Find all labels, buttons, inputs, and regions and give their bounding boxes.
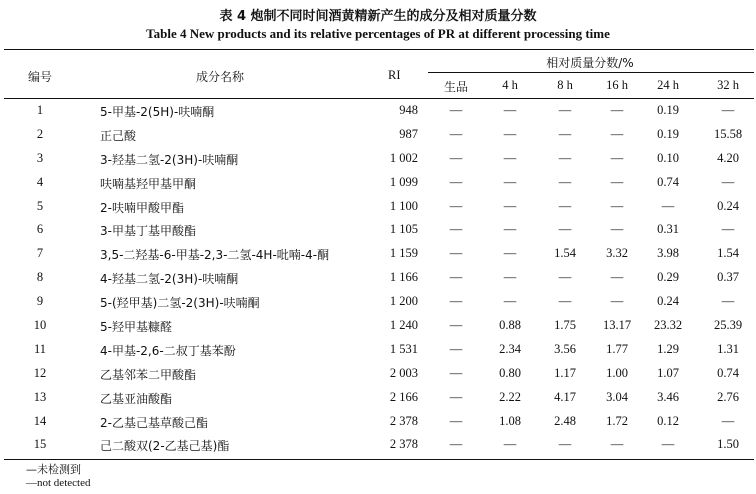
cell-value: 25.39 — [713, 318, 743, 333]
table-row — [0, 291, 756, 315]
cell-value: — — [558, 222, 572, 237]
cell-value: — — [610, 437, 624, 452]
cell-value: 0.12 — [657, 413, 679, 428]
cell-value: — — [503, 294, 517, 309]
cell-value: 0.37 — [717, 270, 739, 285]
cell-value: — — [449, 222, 463, 237]
cell-value: 15.58 — [713, 126, 743, 141]
cell-no: 8 — [36, 270, 44, 285]
cell-value: 2.34 — [499, 341, 521, 356]
cell-value: — — [558, 294, 572, 309]
cell-compound-name: 乙基亚油酸酯 — [100, 391, 173, 406]
cell-value: — — [558, 174, 572, 189]
cell-no: 14 — [33, 413, 47, 428]
note-cn: —未检测到 — [26, 463, 81, 476]
cell-value: — — [449, 365, 463, 380]
header-group: 相对质量分数/% — [546, 56, 634, 70]
cell-value: — — [449, 198, 463, 213]
cell-ri: 1 240 — [389, 318, 418, 333]
cell-value: 1.17 — [554, 365, 576, 380]
cell-compound-name: 5-(羟甲基)二氢-2(3H)-呋喃酮 — [100, 296, 260, 311]
cell-value: 1.54 — [717, 246, 739, 261]
cell-value: 3.46 — [657, 389, 679, 404]
cell-value: — — [449, 389, 463, 404]
table-row — [0, 315, 756, 339]
cell-ri: 1 531 — [389, 341, 418, 356]
cell-compound-name: 5-甲基-2(5H)-呋喃酮 — [100, 105, 215, 119]
cell-value: 2.22 — [499, 389, 521, 404]
cell-ri: 948 — [399, 103, 418, 117]
cell-ri: 2 378 — [389, 413, 418, 428]
cell-no: 5 — [36, 198, 44, 213]
cell-value: — — [610, 174, 624, 189]
cell-value: — — [610, 103, 624, 117]
cell-value: — — [610, 294, 624, 309]
cell-value: — — [610, 270, 624, 285]
header-time: 4 h — [502, 78, 518, 92]
cell-value: 0.88 — [499, 318, 521, 333]
table-title-cn: 表 4 炮制不同时间酒黄精新产生的成分及相对质量分数 — [219, 9, 537, 24]
cell-value: — — [558, 270, 572, 285]
header-no: 编号 — [27, 70, 52, 84]
cell-ri: 2 378 — [389, 437, 418, 452]
cell-value: 0.29 — [657, 270, 679, 285]
cell-value: 0.80 — [499, 365, 521, 380]
cell-ri: 1 159 — [389, 246, 418, 261]
cell-value: 4.20 — [717, 150, 739, 165]
cell-value: 3.04 — [606, 389, 628, 404]
cell-compound-name: 4-甲基-2,6-二叔丁基苯酚 — [100, 343, 236, 358]
cell-value: 1.07 — [657, 365, 679, 380]
cell-value: 3.56 — [554, 341, 576, 356]
table-row — [0, 148, 756, 172]
cell-no: 11 — [33, 341, 47, 356]
cell-value: — — [449, 270, 463, 285]
table-row — [0, 243, 756, 267]
cell-value: — — [503, 198, 517, 213]
table-row — [0, 434, 756, 458]
cell-value: — — [449, 341, 463, 356]
cell-ri: 1 200 — [389, 294, 418, 309]
cell-value: — — [449, 294, 463, 309]
cell-value: — — [721, 222, 735, 237]
cell-value: — — [449, 413, 463, 428]
table-row — [0, 267, 756, 291]
cell-value: 1.50 — [717, 437, 739, 452]
cell-value: — — [558, 150, 572, 165]
table-row — [0, 387, 756, 411]
cell-value: 4.17 — [554, 389, 576, 404]
cell-value: — — [503, 222, 517, 237]
top-rule — [4, 49, 754, 50]
cell-value: — — [610, 222, 624, 237]
cell-value: 2.76 — [717, 389, 739, 404]
cell-ri: 1 166 — [389, 270, 418, 285]
table-row — [0, 124, 756, 148]
cell-no: 3 — [36, 150, 44, 165]
cell-ri: 1 105 — [389, 222, 418, 237]
cell-value: — — [721, 294, 735, 309]
cell-value: — — [558, 103, 572, 117]
cell-value: — — [503, 246, 517, 261]
cell-no: 6 — [36, 222, 44, 237]
header-rule — [4, 98, 754, 99]
cell-value: 0.19 — [657, 126, 679, 141]
cell-value: — — [449, 246, 463, 261]
cell-value: — — [503, 437, 517, 452]
cell-value: 1.08 — [499, 413, 521, 428]
cell-compound-name: 正己酸 — [100, 128, 137, 143]
header-time: 生品 — [443, 80, 468, 94]
cell-ri: 2 003 — [389, 365, 418, 380]
cell-value: — — [503, 126, 517, 141]
cell-value: — — [449, 318, 463, 333]
cell-value: — — [449, 174, 463, 189]
note-en: —not detected — [26, 477, 91, 489]
table-row — [0, 339, 756, 363]
cell-value: — — [558, 126, 572, 141]
bottom-rule — [4, 459, 754, 460]
cell-value: — — [503, 103, 517, 117]
cell-value: 0.74 — [717, 365, 739, 380]
cell-ri: 1 099 — [389, 174, 418, 189]
cell-value: — — [661, 198, 675, 213]
cell-ri: 1 002 — [389, 150, 418, 165]
cell-compound-name: 己二酸双(2-乙基己基)酯 — [100, 439, 230, 454]
cell-no: 9 — [36, 294, 44, 309]
cell-value: — — [449, 103, 463, 117]
cell-value: — — [610, 126, 624, 141]
cell-value: 0.31 — [657, 222, 679, 237]
header-time: 24 h — [657, 78, 679, 92]
cell-no: 1 — [36, 103, 44, 117]
cell-value: — — [558, 198, 572, 213]
cell-value: 1.00 — [606, 365, 628, 380]
cell-no: 13 — [33, 389, 47, 404]
cell-compound-name: 3,5-二羟基-6-甲基-2,3-二氢-4H-吡喃-4-酮 — [100, 248, 330, 263]
cell-no: 12 — [33, 365, 47, 380]
cell-value: 0.24 — [717, 198, 739, 213]
cell-value: — — [610, 198, 624, 213]
cell-no: 10 — [33, 318, 47, 333]
header-time: 32 h — [717, 78, 739, 92]
cell-value: — — [449, 437, 463, 452]
cell-value: 3.98 — [657, 246, 679, 261]
cell-no: 15 — [33, 437, 47, 452]
table-title-en: Table 4 New products and its relative percentages of PR at different processing time — [146, 26, 610, 41]
cell-value: — — [721, 103, 735, 117]
header-name: 成分名称 — [195, 70, 244, 84]
cell-value: — — [721, 174, 735, 189]
cell-ri: 987 — [399, 126, 418, 141]
table-row — [0, 411, 756, 435]
cell-no: 7 — [36, 246, 44, 261]
cell-compound-name: 2-呋喃甲酸甲酯 — [100, 200, 184, 215]
cell-value: 1.72 — [606, 413, 628, 428]
cell-value: 0.10 — [657, 150, 679, 165]
cell-value: — — [558, 437, 572, 452]
cell-compound-name: 乙基邻苯二甲酸酯 — [100, 367, 197, 382]
cell-value: 1.29 — [657, 341, 679, 356]
cell-value: 1.75 — [554, 318, 576, 333]
cell-ri: 2 166 — [389, 389, 418, 404]
group-rule — [428, 72, 754, 73]
cell-value: — — [449, 150, 463, 165]
cell-value: 0.19 — [657, 103, 679, 117]
cell-value: 0.74 — [657, 174, 679, 189]
cell-value: — — [503, 174, 517, 189]
cell-value: — — [503, 150, 517, 165]
cell-value: 13.17 — [602, 318, 632, 333]
cell-value: — — [449, 126, 463, 141]
cell-value: 1.77 — [606, 341, 628, 356]
cell-compound-name: 呋喃基羟甲基甲酮 — [100, 176, 197, 191]
table-row — [0, 219, 756, 243]
table-row — [0, 196, 756, 220]
header-time: 16 h — [606, 78, 628, 92]
cell-compound-name: 4-羟基二氢-2(3H)-呋喃酮 — [100, 272, 239, 287]
header-ri: RI — [388, 68, 401, 82]
cell-compound-name: 3-甲基丁基甲酸酯 — [100, 224, 196, 239]
table-body — [0, 100, 756, 458]
table-row — [0, 172, 756, 196]
cell-value: 23.32 — [653, 318, 683, 333]
cell-compound-name: 5-羟甲基糠醛 — [100, 320, 172, 335]
cell-compound-name: 2-乙基己基草酸己酯 — [100, 415, 208, 430]
cell-no: 2 — [36, 126, 44, 141]
cell-value: — — [610, 150, 624, 165]
cell-compound-name: 3-羟基二氢-2(3H)-呋喃酮 — [100, 152, 239, 167]
table-row — [0, 100, 756, 124]
cell-value: 2.48 — [554, 413, 576, 428]
cell-value: — — [503, 270, 517, 285]
cell-value: 1.31 — [717, 341, 739, 356]
cell-value: 0.24 — [657, 294, 679, 309]
cell-value: 3.32 — [606, 246, 628, 261]
cell-value: — — [661, 437, 675, 452]
table-row — [0, 363, 756, 387]
header-time: 8 h — [557, 78, 573, 92]
cell-value: 1.54 — [554, 246, 576, 261]
cell-value: — — [721, 413, 735, 428]
cell-no: 4 — [36, 174, 44, 189]
cell-ri: 1 100 — [389, 198, 418, 213]
